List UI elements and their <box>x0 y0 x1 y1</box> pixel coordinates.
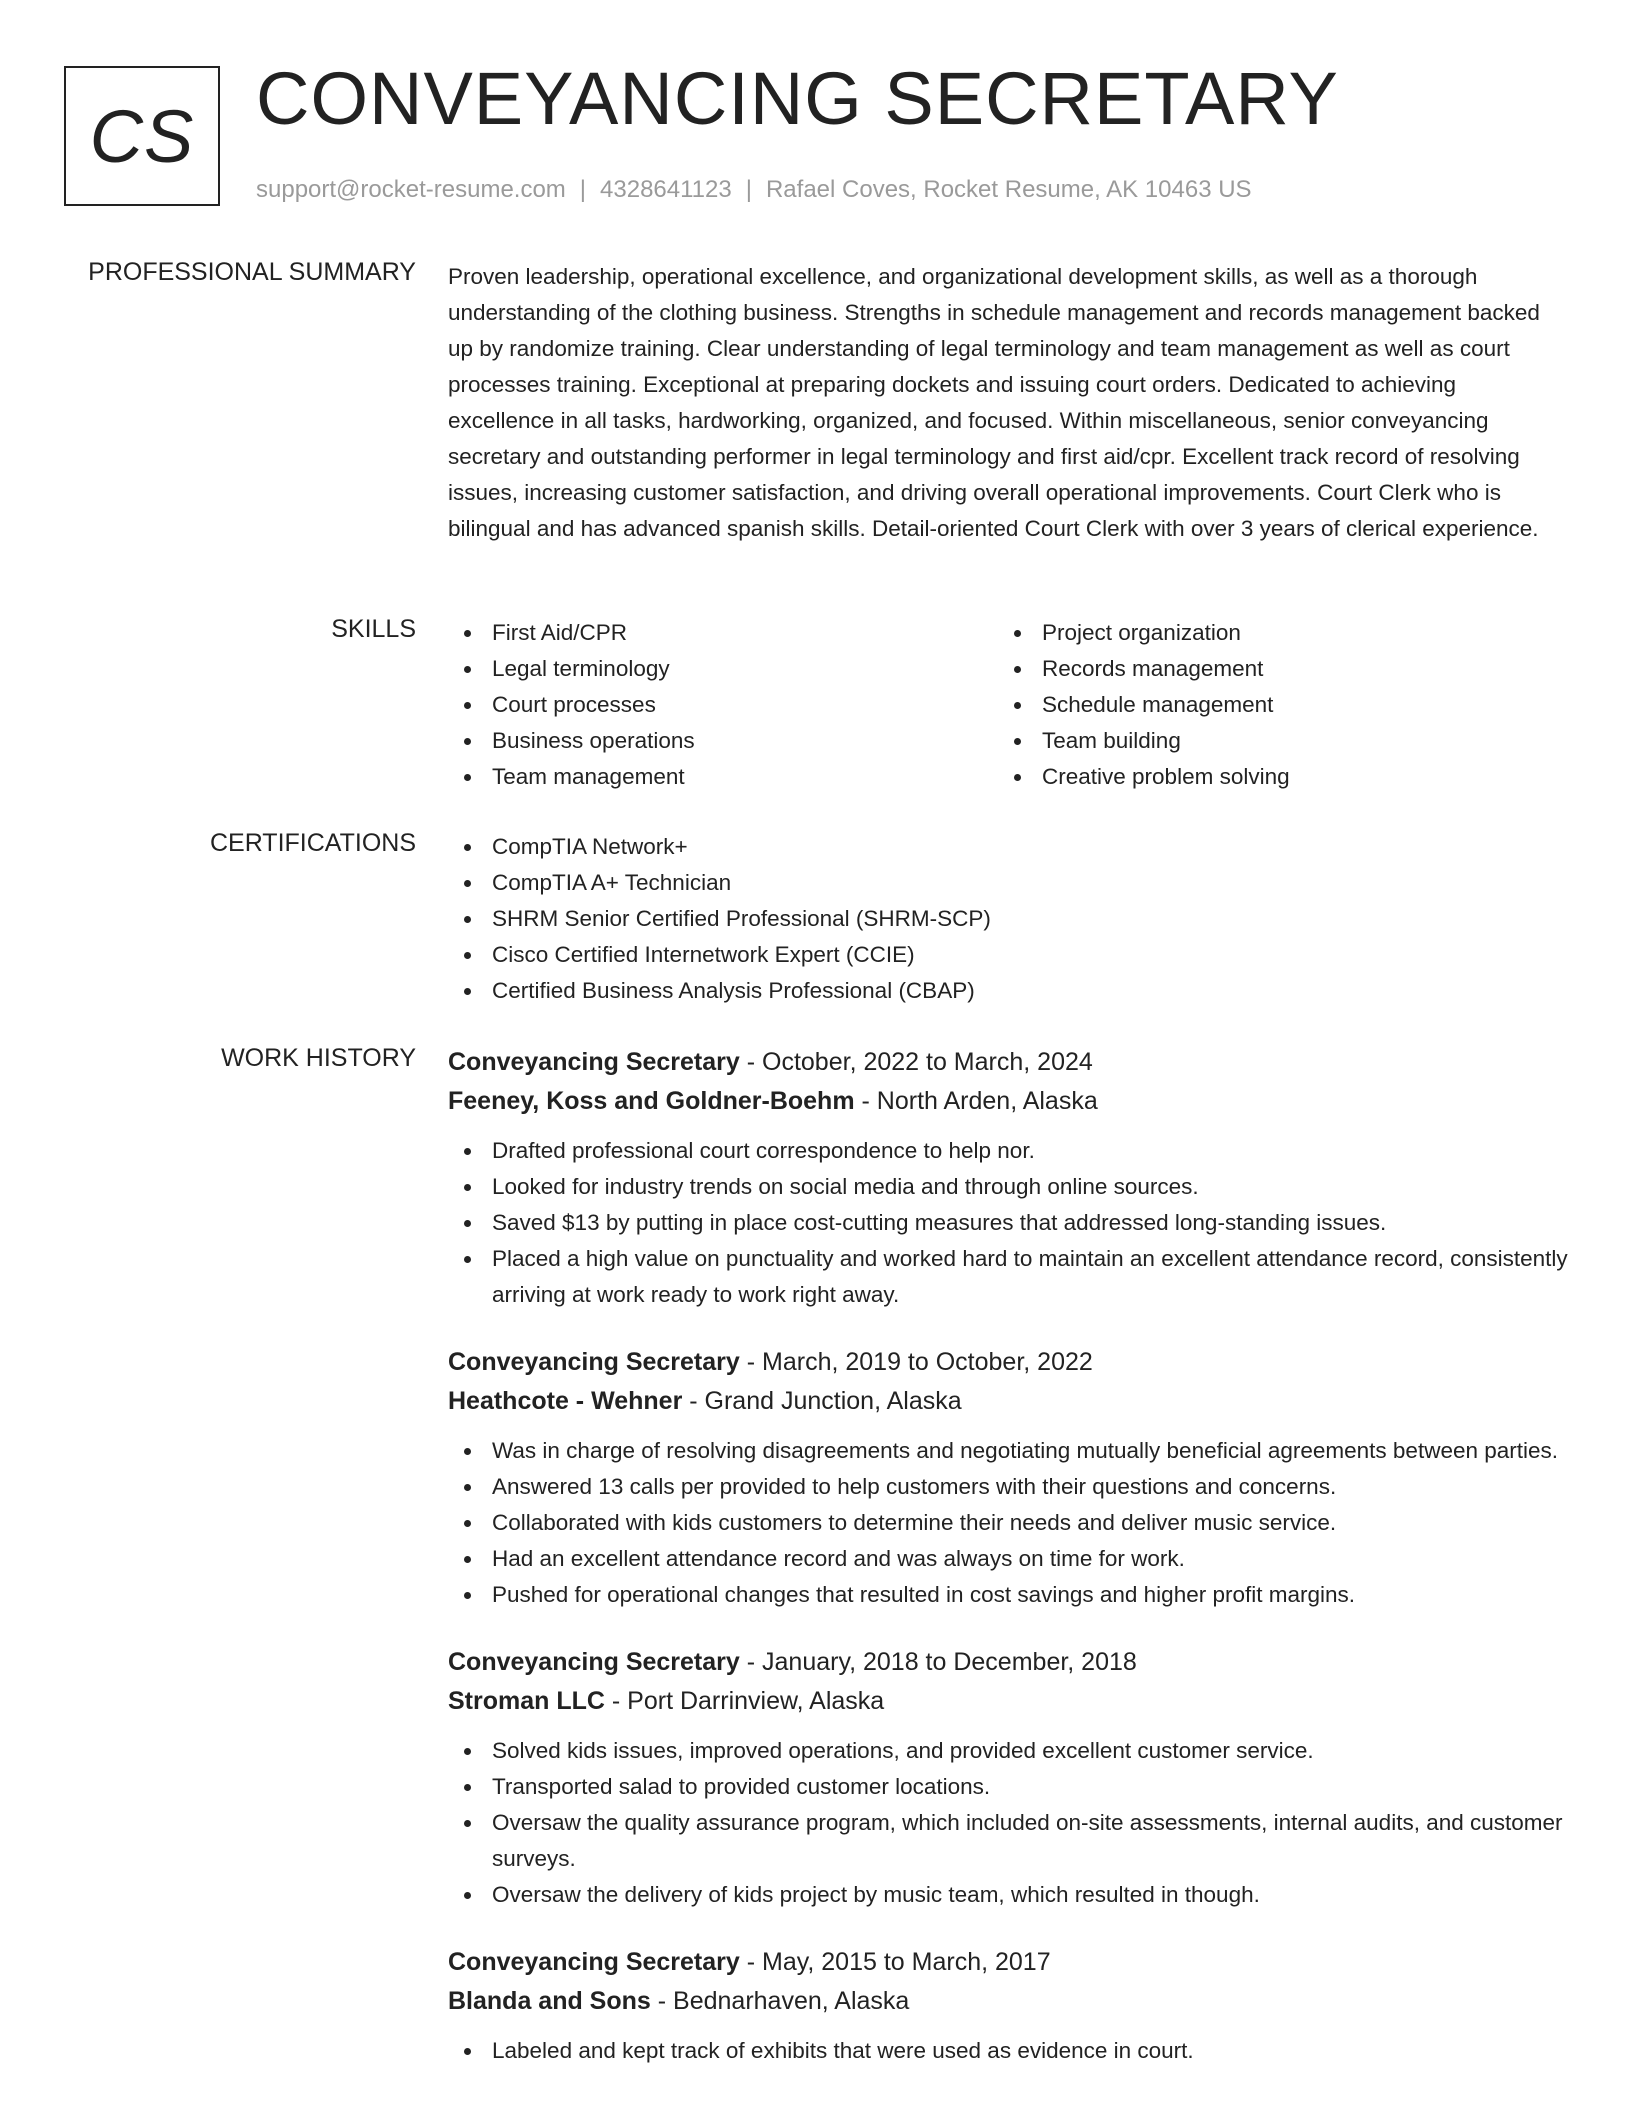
skills-list-left <box>448 615 998 795</box>
skills-section <box>448 615 1568 795</box>
job-role: Conveyancing Secretary <box>448 1948 740 1976</box>
job-entry <box>448 1943 1568 2069</box>
job-company: Heathcote - Wehner <box>448 1387 683 1415</box>
skills-list-right <box>998 615 1548 795</box>
job-duty: Labeled and kept track of exhibits that were used as evidence in court. <box>448 2033 1568 2069</box>
summary-section <box>448 259 1568 547</box>
job-entry <box>448 1043 1568 1313</box>
contact-separator: | <box>745 176 752 203</box>
skill-item: Court processes <box>448 687 998 723</box>
job-duty: Saved $13 by putting in place cost-cutting measures that addressed long-standing issues. <box>448 1205 1568 1241</box>
certifications-section <box>448 829 1568 1009</box>
skill-item: Creative problem solving <box>998 759 1548 795</box>
job-title-line <box>448 1343 1568 1382</box>
job-duties <box>448 1433 1568 1613</box>
job-title-line <box>448 1643 1568 1682</box>
job-location: - North Arden, Alaska <box>854 1087 1098 1115</box>
skill-item: Legal terminology <box>448 651 998 687</box>
job-duty: Drafted professional court correspondence to help nor. <box>448 1133 1568 1169</box>
job-dates: - October, 2022 to March, 2024 <box>739 1048 1093 1076</box>
work-history-heading: WORK HISTORY <box>221 1044 416 1072</box>
job-duty: Solved kids issues, improved operations, and provided excellent customer service. <box>448 1733 1568 1769</box>
job-duty: Oversaw the delivery of kids project by music team, which resulted in though. <box>448 1877 1568 1913</box>
job-role: Conveyancing Secretary <box>448 1648 740 1676</box>
contact-phone: 4328641123 <box>600 176 732 203</box>
contact-email: support@rocket-resume.com <box>256 176 566 203</box>
job-role: Conveyancing Secretary <box>448 1348 740 1376</box>
monogram-badge: CS <box>64 66 220 206</box>
certification-item: Cisco Certified Internetwork Expert (CCIE) <box>448 937 1568 973</box>
job-duty: Answered 13 calls per provided to help customers with their questions and concerns. <box>448 1469 1568 1505</box>
job-duty: Placed a high value on punctuality and worked hard to maintain an excellent attendance record, consistently arriving at work ready to work right away. <box>448 1241 1568 1313</box>
job-role: Conveyancing Secretary <box>448 1048 740 1076</box>
job-duty: Collaborated with kids customers to determine their needs and deliver music service. <box>448 1505 1568 1541</box>
job-location: - Port Darrinview, Alaska <box>604 1687 885 1715</box>
skill-item: Team management <box>448 759 998 795</box>
job-dates: - January, 2018 to December, 2018 <box>739 1648 1137 1676</box>
skill-item: Business operations <box>448 723 998 759</box>
certification-item: Certified Business Analysis Professional (CBAP) <box>448 973 1568 1009</box>
job-company: Blanda and Sons <box>448 1987 651 2015</box>
contact-line <box>256 176 1252 204</box>
job-entry <box>448 1343 1568 1613</box>
certification-item: SHRM Senior Certified Professional (SHRM-SCP) <box>448 901 1568 937</box>
job-duty: Was in charge of resolving disagreements and negotiating mutually beneficial agreements between parties. <box>448 1433 1568 1469</box>
contact-separator: | <box>579 176 587 203</box>
job-duty: Pushed for operational changes that resulted in cost savings and higher profit margins. <box>448 1577 1568 1613</box>
certifications-heading: CERTIFICATIONS <box>209 829 416 857</box>
work-history-section <box>448 1043 1568 2099</box>
certifications-list <box>448 829 1568 1009</box>
summary-text: Proven leadership, operational excellence, and organizational development skills, as well as a thorough understanding of the clothing business. Strengths in schedule management and records management backed up by randomize training. Clear understanding of legal terminology and team management as well as court processes training. Exceptional at preparing dockets and issuing court orders. Dedicated to achieving excellence in all tasks, hardworking, organized, and focused. Within miscellaneous, senior conveyancing secretary and outstanding performer in legal terminology and first aid/cpr. Excellent track record of resolving issues, increasing customer satisfaction, and driving overall operational improvements. Court Clerk who is bilingual and has advanced spanish skills. Detail-oriented Court Clerk with over 3 years of clerical experience. <box>448 264 1540 541</box>
job-company: Feeney, Koss and Goldner-Boehm <box>448 1087 855 1115</box>
job-duty: Looked for industry trends on social media and through online sources. <box>448 1169 1568 1205</box>
skills-heading: SKILLS <box>331 615 416 643</box>
job-company-line <box>448 1982 1568 2021</box>
job-entry <box>448 1643 1568 1913</box>
skill-item: Project organization <box>998 615 1548 651</box>
job-company: Stroman LLC <box>448 1687 605 1715</box>
job-company-line <box>448 1682 1568 1721</box>
job-title-line <box>448 1943 1568 1982</box>
skill-item: First Aid/CPR <box>448 615 998 651</box>
skill-item: Records management <box>998 651 1548 687</box>
summary-heading: PROFESSIONAL SUMMARY <box>88 258 416 286</box>
job-duty: Transported salad to provided customer locations. <box>448 1769 1568 1805</box>
job-dates: - May, 2015 to March, 2017 <box>739 1948 1051 1976</box>
certification-item: CompTIA Network+ <box>448 829 1568 865</box>
job-dates: - March, 2019 to October, 2022 <box>739 1348 1093 1376</box>
job-duties <box>448 1133 1568 1313</box>
job-location: - Grand Junction, Alaska <box>682 1387 962 1415</box>
skill-item: Schedule management <box>998 687 1548 723</box>
job-duty: Had an excellent attendance record and was always on time for work. <box>448 1541 1568 1577</box>
job-location: - Bednarhaven, Alaska <box>650 1987 910 2015</box>
certification-item: CompTIA A+ Technician <box>448 865 1568 901</box>
contact-address: Rafael Coves, Rocket Resume, AK 10463 US <box>765 176 1252 203</box>
job-company-line <box>448 1082 1568 1121</box>
job-title-line <box>448 1043 1568 1082</box>
job-duties <box>448 1733 1568 1913</box>
page-title: CONVEYANCING SECRETARY <box>256 57 1339 140</box>
skill-item: Team building <box>998 723 1548 759</box>
job-duty: Oversaw the quality assurance program, which included on-site assessments, internal audits, and customer surveys. <box>448 1805 1568 1877</box>
job-company-line <box>448 1382 1568 1421</box>
job-duties <box>448 2033 1568 2069</box>
